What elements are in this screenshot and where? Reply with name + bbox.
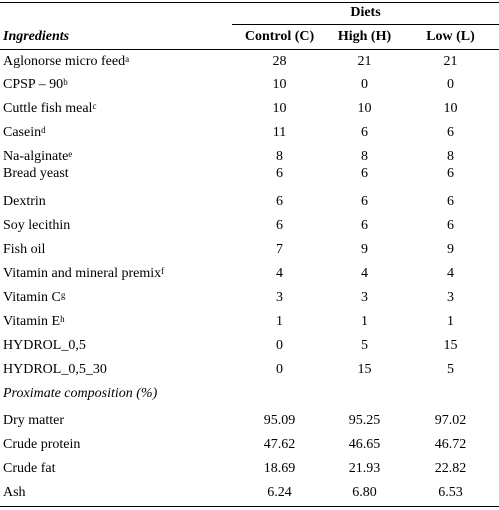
table-row <box>0 338 499 362</box>
ingredient-label: Vitamin and mineral premix$^f$ <box>3 266 165 281</box>
table-row <box>0 166 499 190</box>
table-row <box>0 413 499 437</box>
control-value: 6 <box>276 218 283 233</box>
proximate-label: Crude fat <box>3 461 56 476</box>
bottom-rule <box>0 506 499 507</box>
high-value: 6.80 <box>352 485 377 500</box>
ingredient-label: Soy lecithin <box>3 218 71 233</box>
table-row <box>0 290 499 314</box>
proximate-heading-row <box>0 386 499 410</box>
top-rule <box>0 2 499 3</box>
table-row <box>0 266 499 290</box>
low-value: 22.82 <box>434 461 467 476</box>
ingredient-label: Bread yeast <box>3 166 69 181</box>
high-value: 21.93 <box>348 461 381 476</box>
footnote-marker: c <box>92 101 97 111</box>
low-value: 46.72 <box>434 437 467 452</box>
low-value: 15 <box>443 338 458 353</box>
ingredient-label: Fish oil <box>3 242 46 257</box>
high-value: 95.25 <box>348 413 381 428</box>
high-value: 6 <box>361 166 368 181</box>
ingredient-label: Vitamin $E^h$ <box>3 314 65 329</box>
control-value: 8 <box>276 149 283 164</box>
high-value: 5 <box>361 338 368 353</box>
ingredient-label: CPSP – 90$^b$ <box>3 77 68 92</box>
footnote-marker: g <box>60 290 66 300</box>
header-control: Control (C) <box>244 29 315 44</box>
ingredient-label: HYDROL_0,5_30 <box>3 362 107 377</box>
header-rule <box>0 49 499 50</box>
diets-underline <box>232 24 499 25</box>
low-value: 21 <box>443 54 458 69</box>
table-row <box>0 242 499 266</box>
low-value: 4 <box>447 266 454 281</box>
proximate-label: Ash <box>3 485 26 500</box>
control-value: 6.24 <box>267 485 292 500</box>
high-value: 21 <box>357 54 372 69</box>
control-value: 0 <box>276 338 283 353</box>
control-value: 10 <box>272 77 287 92</box>
high-value: 6 <box>361 218 368 233</box>
low-value: 9 <box>447 242 454 257</box>
high-value: 9 <box>361 242 368 257</box>
control-value: 6 <box>276 166 283 181</box>
footnote-marker: f <box>161 266 165 276</box>
control-value: 28 <box>272 54 287 69</box>
ingredient-label: HYDROL_0,5 <box>3 338 86 353</box>
low-value: 97.02 <box>434 413 467 428</box>
table-row <box>0 77 499 101</box>
header-high: High (H) <box>337 29 392 44</box>
high-value: 15 <box>357 362 372 377</box>
control-value: 10 <box>272 101 287 116</box>
high-value: 0 <box>361 77 368 92</box>
control-value: 6 <box>276 194 283 209</box>
table-row <box>0 461 499 485</box>
ingredient-label: Casein$^d$ <box>3 125 46 140</box>
ingredient-label: Cuttle fish meal$^c$ <box>3 101 97 116</box>
table-row <box>0 125 499 149</box>
ingredient-label: Na-alginate$^e$ <box>3 149 73 164</box>
control-value: 95.09 <box>263 413 296 428</box>
table-row <box>0 54 499 78</box>
table-row <box>0 314 499 338</box>
table-row <box>0 101 499 125</box>
low-value: 5 <box>447 362 454 377</box>
low-value: 10 <box>443 101 458 116</box>
control-value: 3 <box>276 290 283 305</box>
control-value: 7 <box>276 242 283 257</box>
footnote-marker: h <box>60 314 65 324</box>
low-value: 6.53 <box>438 485 463 500</box>
low-value: 6 <box>447 194 454 209</box>
control-value: 11 <box>272 125 287 140</box>
control-value: 0 <box>276 362 283 377</box>
footnote-marker: a <box>125 54 130 64</box>
ingredient-label: Vitamin $C^g$ <box>3 290 66 305</box>
header-ingredients: Ingredients <box>3 29 70 44</box>
high-value: 6 <box>361 194 368 209</box>
table-row <box>0 194 499 218</box>
high-value: 8 <box>361 149 368 164</box>
header-low: Low (L) <box>426 29 475 44</box>
low-value: 3 <box>447 290 454 305</box>
table-row <box>0 362 499 386</box>
diets-group-header: Diets <box>350 5 381 20</box>
footnote-marker: e <box>68 149 73 159</box>
high-value: 46.65 <box>348 437 381 452</box>
ingredient-label: Dextrin <box>3 194 46 209</box>
control-value: 4 <box>276 266 283 281</box>
control-value: 47.62 <box>263 437 296 452</box>
high-value: 3 <box>361 290 368 305</box>
table-row <box>0 437 499 461</box>
low-value: 6 <box>447 125 454 140</box>
proximate-label: Crude protein <box>3 437 81 452</box>
low-value: 8 <box>447 149 454 164</box>
high-value: 6 <box>361 125 368 140</box>
table-row <box>0 218 499 242</box>
high-value: 1 <box>361 314 368 329</box>
proximate-heading: Proximate composition (%) <box>3 386 158 401</box>
low-value: 1 <box>447 314 454 329</box>
proximate-label: Dry matter <box>3 413 65 428</box>
low-value: 6 <box>447 166 454 181</box>
high-value: 10 <box>357 101 372 116</box>
control-value: 1 <box>276 314 283 329</box>
footnote-marker: d <box>41 125 46 135</box>
footnote-marker: b <box>63 77 68 87</box>
high-value: 4 <box>361 266 368 281</box>
control-value: 18.69 <box>263 461 296 476</box>
low-value: 6 <box>447 218 454 233</box>
ingredient-label: Aglonorse micro feed$^a$ <box>3 54 130 69</box>
low-value: 0 <box>447 77 454 92</box>
